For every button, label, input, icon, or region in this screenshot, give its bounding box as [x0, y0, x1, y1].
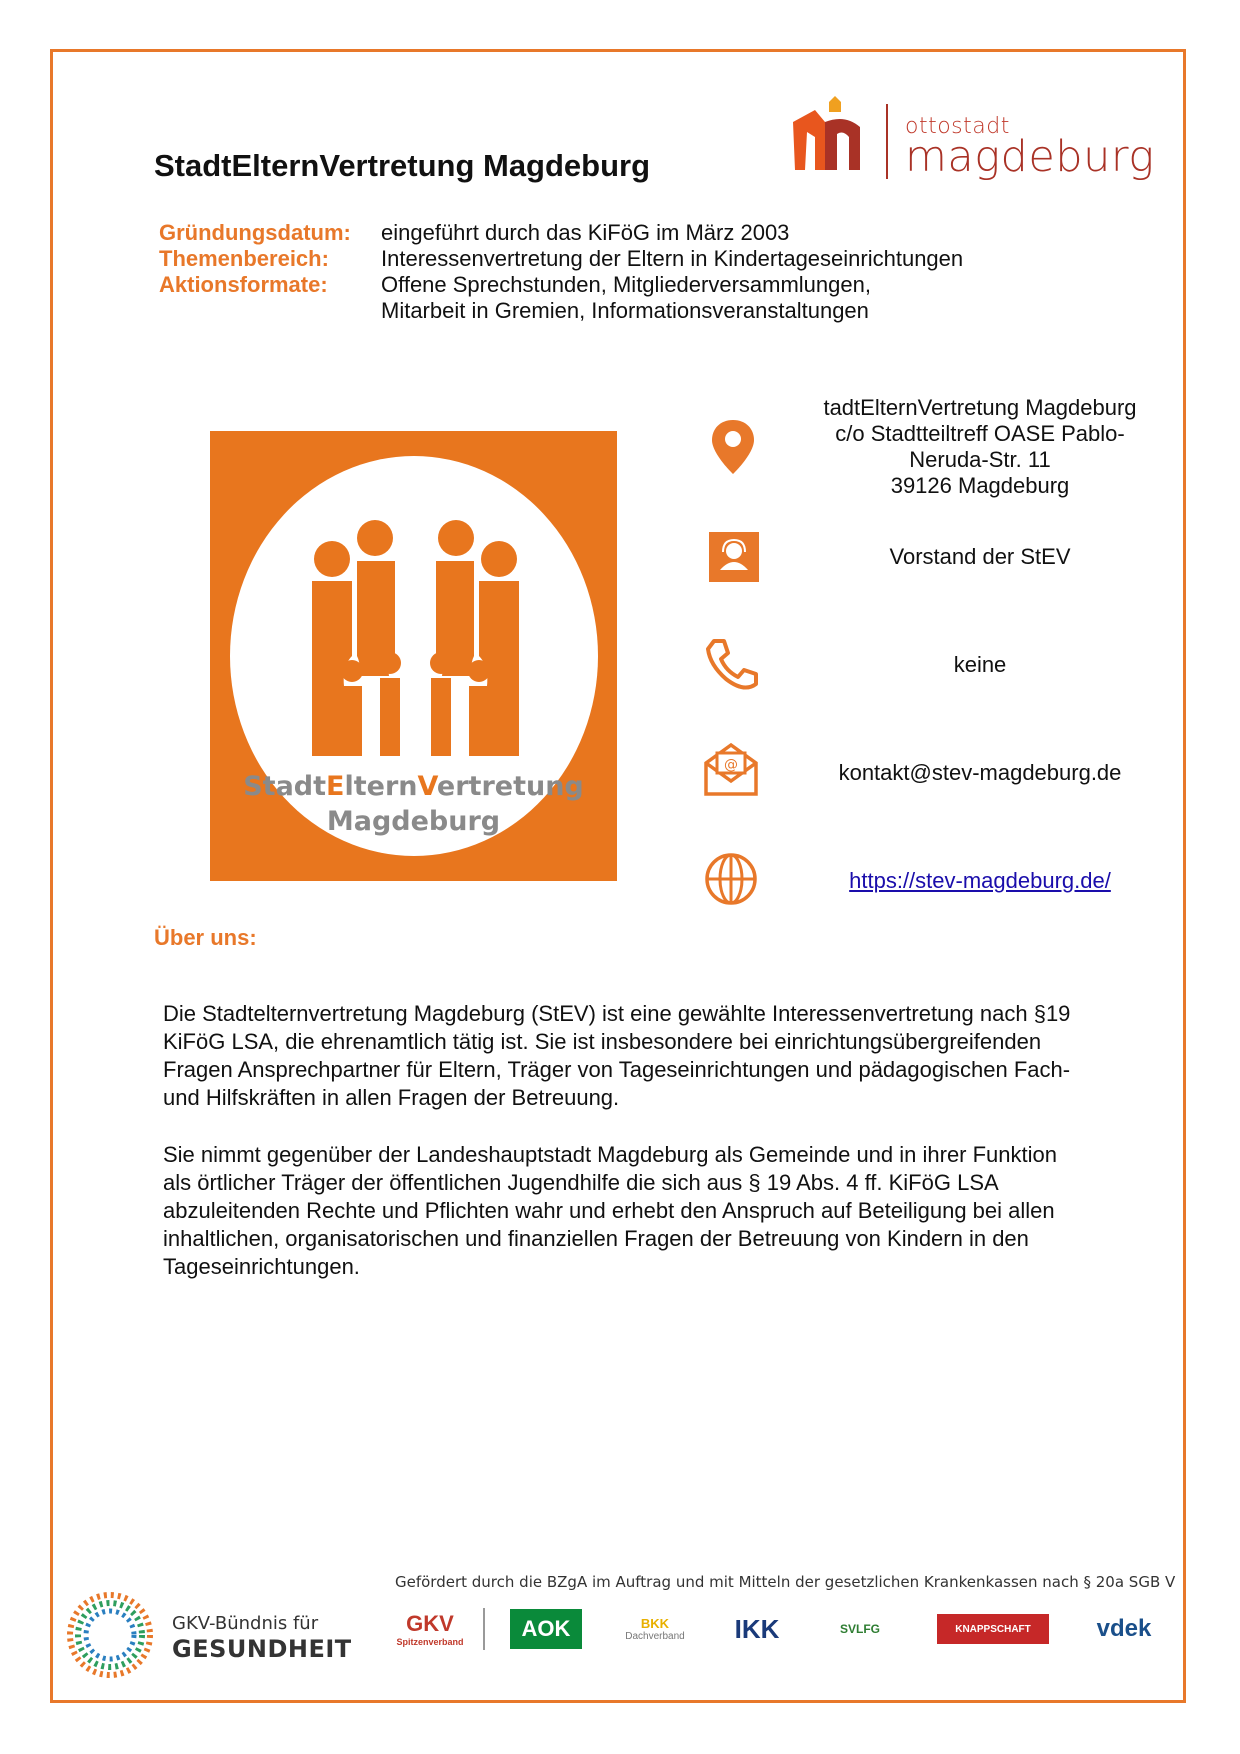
- about-line: KiFöG LSA, die ehrenamtlich tätig ist. Sie ist insbesondere bei einrichtungsübergreifenden: [163, 1029, 1042, 1054]
- contact-person-icon: [709, 532, 759, 582]
- location-pin-icon: [708, 418, 758, 476]
- city-logo-main: magdeburg: [905, 132, 1155, 182]
- funding-note: Gefördert durch die BZgA im Auftrag und mit Mitteln der gesetzlichen Krankenkassen nach § 20a SGB V: [395, 1573, 1176, 1591]
- contact-phone: keine: [953, 652, 1007, 677]
- svlfg-logo: SVLFG: [839, 1622, 880, 1636]
- gkv-line1: GKV-Bündnis für: [172, 1613, 319, 1634]
- ikk-logo: IKK: [734, 1613, 780, 1644]
- email-icon: [703, 741, 759, 797]
- about-line: Fragen Ansprechpartner für Eltern, Träger von Tageseinrichtungen und pädagogischen Fach-: [163, 1057, 1071, 1082]
- knappschaft-logo: KNAPPSCHAFT: [937, 1614, 1049, 1644]
- meta-row-topic: [159, 246, 963, 272]
- about-paragraph-2: [163, 1141, 1113, 1281]
- address-line: 39126 Magdeburg: [890, 473, 1070, 498]
- meta-key: Aktionsformate:: [159, 272, 328, 297]
- gkv-dots-icon: [60, 1585, 160, 1685]
- svg-text:@: @: [724, 757, 738, 773]
- about-heading: Über uns:: [154, 925, 257, 950]
- about-line: Tageseinrichtungen.: [163, 1254, 360, 1279]
- page-title: StadtElternVertretung Magdeburg: [154, 148, 651, 183]
- bkk-logo: BKK Dachverband: [625, 1616, 685, 1642]
- about-line: Die Stadtelternvertretung Magdeburg (StEV) ist eine gewählte Interessenvertretung nach §19: [163, 1001, 1071, 1026]
- meta-block: [159, 220, 963, 324]
- org-logo: [210, 431, 617, 881]
- city-logo-divider: [886, 104, 888, 179]
- gkv-line2: GESUNDHEIT: [172, 1635, 352, 1663]
- meta-row-founded: [159, 220, 963, 246]
- city-logo: [785, 92, 1155, 187]
- meta-value: Offene Sprechstunden, Mitgliederversammlungen,: [381, 272, 871, 297]
- about-line: Sie nimmt gegenüber der Landeshauptstadt Magdeburg als Gemeinde und in ihrer Funktion: [163, 1142, 1057, 1167]
- address-line: Neruda-Str. 11: [909, 447, 1051, 472]
- meta-key: Gründungsdatum:: [159, 220, 351, 245]
- city-logo-sup: ottostadt: [905, 114, 1010, 139]
- about-line: inhaltlichen, organisatorischen und finanziellen Fragen der Betreuung von Kindern in den: [163, 1226, 1029, 1251]
- about-paragraph-1: [163, 1000, 1113, 1112]
- gkv-spitzenverband-logo: GKV Spitzenverband: [396, 1611, 464, 1647]
- about-line: und Hilfskräften in allen Fragen der Betreuung.: [163, 1085, 620, 1110]
- org-logo-line1: StadtElternVertretung: [243, 771, 584, 802]
- phone-icon: [704, 637, 760, 693]
- address-line: tadtElternVertretung Magdeburg: [823, 395, 1137, 420]
- meta-value-continued: Mitarbeit in Gremien, Informationsveranstaltungen: [381, 298, 869, 323]
- globe-icon: [704, 852, 758, 906]
- partner-divider: [483, 1608, 485, 1650]
- contact-address: [800, 395, 1160, 499]
- meta-row-formats: [159, 272, 963, 298]
- meta-value: eingeführt durch das KiFöG im März 2003: [381, 220, 790, 245]
- meta-key: Themenbereich:: [159, 246, 329, 271]
- contact-email[interactable]: kontakt@stev-magdeburg.de: [838, 760, 1122, 785]
- website-link[interactable]: https://stev-magdeburg.de/: [849, 868, 1111, 893]
- about-line: abzuleitenden Rechte und Pflichten wahr und erhebt den Anspruch auf Beteiligung bei allen: [163, 1198, 1055, 1223]
- vdek-logo: vdek: [1096, 1615, 1152, 1642]
- gkv-buendnis-logo: [60, 1585, 352, 1685]
- meta-value: Interessenvertretung der Eltern in Kindertageseinrichtungen: [381, 246, 964, 271]
- contact-website: [800, 868, 1160, 894]
- about-line: als örtlicher Träger der öffentlichen Jugendhilfe die sich aus § 19 Abs. 4 ff. KiFöG LSA: [163, 1170, 999, 1195]
- aok-logo: AOK: [510, 1609, 582, 1649]
- city-horse-icon: [785, 92, 885, 182]
- address-line: c/o Stadtteiltreff OASE Pablo-: [835, 421, 1125, 446]
- org-logo-line2: Magdeburg: [326, 806, 501, 837]
- contact-person: Vorstand der StEV: [889, 544, 1071, 569]
